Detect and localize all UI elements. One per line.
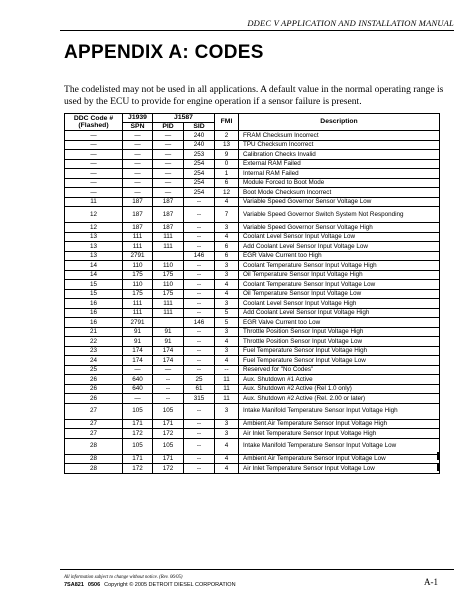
spn-cell: 105 [123, 438, 153, 454]
ddc-code-cell: 28 [65, 464, 123, 474]
table-row [65, 131, 440, 141]
description-cell: Calibration Checks Invalid [239, 150, 440, 160]
description-cell: Internal RAM Failed [239, 169, 440, 179]
pid-cell: 187 [153, 223, 184, 233]
fmi-cell: 3 [215, 327, 239, 337]
spn-cell: 187 [123, 197, 153, 207]
ddc-code-cell: 25 [65, 365, 123, 375]
pid-cell: 171 [153, 419, 184, 429]
description-cell: Aux. Shutdown #1 Active [239, 375, 440, 385]
description-cell: Throttle Position Sensor Input Voltage High [239, 327, 440, 337]
table-row [65, 261, 440, 271]
ddc-code-cell: 26 [65, 375, 123, 385]
sid-cell: -- [184, 365, 215, 375]
description-cell: Oil Temperature Sensor Input Voltage Low [239, 289, 440, 299]
spn-cell: — [123, 394, 153, 404]
table-row [65, 419, 440, 429]
table-row [65, 337, 440, 347]
table-row [65, 308, 440, 318]
ddc-code-cell: 13 [65, 242, 123, 252]
ddc-code-cell: 28 [65, 438, 123, 454]
footer-notice: All information subject to change without notice. (Rev. 06/05) [64, 575, 183, 580]
description-cell: Air Inlet Temperature Sensor Input Voltage Low [239, 464, 440, 474]
pid-cell: 175 [153, 289, 184, 299]
fmi-cell: 6 [215, 242, 239, 252]
fmi-cell: 4 [215, 280, 239, 290]
description-cell: EGR Valve Current too Low [239, 318, 440, 328]
description-cell: Coolant Level Sensor Input Voltage Low [239, 232, 440, 242]
sid-cell: 254 [184, 178, 215, 188]
ddc-code-cell: 14 [65, 261, 123, 271]
sid-cell: -- [184, 280, 215, 290]
sid-cell: -- [184, 438, 215, 454]
spn-cell: — [123, 150, 153, 160]
doc-date: 0506 [87, 582, 101, 588]
sid-cell: 240 [184, 140, 215, 150]
sid-cell: -- [184, 261, 215, 271]
spn-cell: — [123, 178, 153, 188]
sid-cell: -- [184, 464, 215, 474]
description-cell: Fuel Temperature Sensor Input Voltage High [239, 346, 440, 356]
ddc-code-cell: 13 [65, 232, 123, 242]
table-row [65, 169, 440, 179]
ddc-code-header-line1: DDC Code # [73, 114, 114, 122]
description-cell: TPU Checksum Incorrect [239, 140, 440, 150]
pid-cell: — [153, 169, 184, 179]
table-row [65, 232, 440, 242]
table-row [65, 223, 440, 233]
table-row [65, 318, 440, 328]
table-row [65, 327, 440, 337]
sid-cell: 146 [184, 251, 215, 261]
table-row [65, 356, 440, 366]
table-row [65, 178, 440, 188]
table-row [65, 159, 440, 169]
fmi-cell: 6 [215, 251, 239, 261]
pid-cell: 187 [153, 207, 184, 223]
sid-cell: -- [184, 197, 215, 207]
description-cell: Aux. Shutdown #2 Active (Rel 1.0 only) [239, 384, 440, 394]
pid-cell: 111 [153, 308, 184, 318]
spn-cell: 640 [123, 384, 153, 394]
pid-cell: 111 [153, 299, 184, 309]
page-number: A-1 [424, 577, 438, 587]
fmi-cell: 3 [215, 261, 239, 271]
spn-header: SPN [123, 122, 153, 131]
change-bar [437, 452, 440, 460]
description-cell: Air Inlet Temperature Sensor Input Voltage High [239, 429, 440, 439]
table-row [65, 454, 440, 464]
description-cell: Oil Temperature Sensor Input Voltage High [239, 270, 440, 280]
running-header: DDEC V APPLICATION AND INSTALLATION MANUAL [247, 18, 454, 28]
spn-cell: 187 [123, 223, 153, 233]
table-row [65, 403, 440, 419]
table-row [65, 365, 440, 375]
ddc-code-cell: — [65, 169, 123, 179]
sid-cell: -- [184, 242, 215, 252]
spn-cell: 105 [123, 403, 153, 419]
description-cell: Aux. Shutdown #2 Active (Rel. 2.00 or later) [239, 394, 440, 404]
fmi-cell: 4 [215, 289, 239, 299]
spn-cell: — [123, 169, 153, 179]
pid-cell: -- [153, 384, 184, 394]
ddc-code-cell: — [65, 159, 123, 169]
spn-cell: 174 [123, 346, 153, 356]
fmi-cell: 3 [215, 223, 239, 233]
copyright-text: Copyright © 2005 DETROIT DIESEL CORPORATION [104, 582, 236, 588]
pid-cell: 172 [153, 429, 184, 439]
ddc-code-cell: 12 [65, 207, 123, 223]
ddc-code-cell: — [65, 140, 123, 150]
ddc-code-cell: 21 [65, 327, 123, 337]
sid-cell: -- [184, 207, 215, 223]
pid-cell: 175 [153, 270, 184, 280]
fmi-cell: 3 [215, 270, 239, 280]
ddc-code-cell: 15 [65, 280, 123, 290]
pid-cell: 174 [153, 346, 184, 356]
ddc-code-cell: — [65, 131, 123, 141]
fmi-cell: 11 [215, 394, 239, 404]
pid-cell: 105 [153, 403, 184, 419]
description-cell: Module Forced to Boot Mode [239, 178, 440, 188]
ddc-code-header [65, 114, 123, 131]
table-row [65, 289, 440, 299]
j1587-header: J1587 [153, 114, 215, 123]
fmi-cell: 4 [215, 454, 239, 464]
ddc-code-cell: 16 [65, 308, 123, 318]
sid-cell: -- [184, 403, 215, 419]
pid-cell: — [153, 178, 184, 188]
table-row [65, 242, 440, 252]
fmi-cell: 4 [215, 197, 239, 207]
doc-number: 7SA821 [64, 582, 84, 588]
codes-table [64, 113, 440, 474]
spn-cell: — [123, 159, 153, 169]
description-cell: Reserved for "No Codes" [239, 365, 440, 375]
spn-cell: 111 [123, 299, 153, 309]
description-cell: Coolant Temperature Sensor Input Voltage High [239, 261, 440, 271]
table-row [65, 384, 440, 394]
j1939-header: J1939 [123, 114, 153, 123]
fmi-header: FMI [215, 114, 239, 131]
fmi-cell: 4 [215, 464, 239, 474]
ddc-code-cell: 28 [65, 454, 123, 464]
description-cell: External RAM Failed [239, 159, 440, 169]
intro-paragraph: The codelisted may not be used in all applications. A default value in the normal operating range is used by the ECU to provide for engine operation if a sensor failure is present. [64, 84, 444, 107]
ddc-code-cell: 13 [65, 251, 123, 261]
spn-cell: 175 [123, 270, 153, 280]
ddc-code-header-line2: (Flashed) [78, 122, 109, 129]
table-row [65, 251, 440, 261]
table-row [65, 280, 440, 290]
fmi-cell: 4 [215, 356, 239, 366]
pid-cell: — [153, 188, 184, 198]
pid-cell: — [153, 131, 184, 141]
description-cell: Throttle Position Sensor Input Voltage Low [239, 337, 440, 347]
table-row [65, 197, 440, 207]
fmi-cell: 12 [215, 188, 239, 198]
pid-cell: — [153, 150, 184, 160]
sid-cell: 254 [184, 169, 215, 179]
table-row [65, 299, 440, 309]
fmi-cell: 3 [215, 299, 239, 309]
spn-cell: 171 [123, 419, 153, 429]
table-row [65, 207, 440, 223]
fmi-cell: -- [215, 365, 239, 375]
codes-table-head [65, 114, 440, 131]
fmi-cell: 3 [215, 403, 239, 419]
sid-cell: 146 [184, 318, 215, 328]
table-row [65, 150, 440, 160]
ddc-code-cell: 27 [65, 429, 123, 439]
spn-cell: — [123, 365, 153, 375]
spn-cell: 172 [123, 464, 153, 474]
pid-cell: -- [153, 375, 184, 385]
spn-cell: 172 [123, 429, 153, 439]
spn-cell: — [123, 140, 153, 150]
codes-table-body [65, 131, 440, 474]
pid-cell: 111 [153, 242, 184, 252]
fmi-cell: 3 [215, 419, 239, 429]
pid-cell: 110 [153, 280, 184, 290]
sid-cell: -- [184, 356, 215, 366]
spn-cell: 2791 [123, 318, 153, 328]
description-cell: Variable Speed Governor Sensor Voltage High [239, 223, 440, 233]
description-cell: FRAM Checksum Incorrect [239, 131, 440, 141]
ddc-code-cell: — [65, 150, 123, 160]
ddc-code-cell: 14 [65, 270, 123, 280]
table-row [65, 140, 440, 150]
fmi-cell: 4 [215, 232, 239, 242]
description-cell: Intake Manifold Temperature Sensor Input Voltage High [239, 403, 440, 419]
spn-cell: 111 [123, 232, 153, 242]
ddc-code-cell: 24 [65, 356, 123, 366]
description-cell: Ambient Air Temperature Sensor Input Voltage High [239, 419, 440, 429]
ddc-code-cell: — [65, 188, 123, 198]
ddc-code-cell: 23 [65, 346, 123, 356]
sid-cell: 240 [184, 131, 215, 141]
fmi-cell: 1 [215, 169, 239, 179]
ddc-code-cell: 12 [65, 223, 123, 233]
sid-cell: 253 [184, 150, 215, 160]
ddc-code-cell: — [65, 178, 123, 188]
description-cell: Variable Speed Governor Sensor Voltage Low [239, 197, 440, 207]
fmi-cell: 5 [215, 318, 239, 328]
spn-cell: 175 [123, 289, 153, 299]
table-row [65, 438, 440, 454]
spn-cell: 187 [123, 207, 153, 223]
description-cell: Ambient Air Temperature Sensor Input Voltage Low [239, 454, 440, 464]
sid-cell: -- [184, 337, 215, 347]
table-row [65, 188, 440, 198]
ddc-code-cell: 26 [65, 394, 123, 404]
description-cell: Intake Manifold Temperature Sensor Input Voltage Low [239, 438, 440, 454]
ddc-code-cell: 16 [65, 299, 123, 309]
pid-cell: 172 [153, 464, 184, 474]
description-cell: Boot Mode Checksum Incorrect [239, 188, 440, 198]
sid-cell: -- [184, 308, 215, 318]
table-row [65, 270, 440, 280]
fmi-cell: 6 [215, 178, 239, 188]
sid-cell: -- [184, 232, 215, 242]
description-cell: Add Coolant Level Sensor Input Voltage High [239, 308, 440, 318]
pid-cell: 174 [153, 356, 184, 366]
sid-cell: -- [184, 223, 215, 233]
spn-cell: 91 [123, 327, 153, 337]
spn-cell: 111 [123, 308, 153, 318]
spn-cell: — [123, 188, 153, 198]
pid-cell: -- [153, 394, 184, 404]
fmi-cell: 3 [215, 429, 239, 439]
fmi-cell: 7 [215, 207, 239, 223]
sid-cell: -- [184, 429, 215, 439]
pid-cell: 171 [153, 454, 184, 464]
ddc-code-cell: 27 [65, 403, 123, 419]
spn-cell: 110 [123, 280, 153, 290]
spn-cell: 2791 [123, 251, 153, 261]
sid-cell: 61 [184, 384, 215, 394]
fmi-cell: 4 [215, 337, 239, 347]
pid-cell: 105 [153, 438, 184, 454]
ddc-code-cell: 27 [65, 419, 123, 429]
fmi-cell: 3 [215, 346, 239, 356]
description-cell: Variable Speed Governor Switch System Not Responding [239, 207, 440, 223]
pid-header: PID [153, 122, 184, 131]
fmi-cell: 11 [215, 384, 239, 394]
sid-cell: 254 [184, 188, 215, 198]
spn-cell: 111 [123, 242, 153, 252]
sid-cell: -- [184, 454, 215, 464]
footer-copyright-line [64, 582, 236, 588]
fmi-cell: 13 [215, 140, 239, 150]
pid-cell: 110 [153, 261, 184, 271]
sid-cell: -- [184, 299, 215, 309]
ddc-code-cell: 11 [65, 197, 123, 207]
description-cell: Fuel Temperature Sensor Input Voltage Low [239, 356, 440, 366]
sid-cell: -- [184, 327, 215, 337]
fmi-cell: 2 [215, 131, 239, 141]
sid-cell: 254 [184, 159, 215, 169]
table-row [65, 375, 440, 385]
pid-cell: — [153, 159, 184, 169]
ddc-code-cell: 15 [65, 289, 123, 299]
description-cell: Coolant Temperature Sensor Input Voltage Low [239, 280, 440, 290]
pid-cell: 187 [153, 197, 184, 207]
sid-cell: -- [184, 419, 215, 429]
fmi-cell: 4 [215, 438, 239, 454]
pid-cell: 91 [153, 327, 184, 337]
sid-cell: -- [184, 346, 215, 356]
sid-header: SID [184, 122, 215, 131]
fmi-cell: 0 [215, 159, 239, 169]
spn-cell: 174 [123, 356, 153, 366]
description-header: Description [239, 114, 440, 131]
change-bar [437, 463, 440, 471]
table-row [65, 464, 440, 474]
pid-cell: 91 [153, 337, 184, 347]
pid-cell: — [153, 140, 184, 150]
ddc-code-cell: 16 [65, 318, 123, 328]
fmi-cell: 11 [215, 375, 239, 385]
spn-cell: — [123, 131, 153, 141]
sid-cell: 25 [184, 375, 215, 385]
spn-cell: 171 [123, 454, 153, 464]
pid-cell [153, 251, 184, 261]
table-row [65, 429, 440, 439]
pid-cell: — [153, 365, 184, 375]
sid-cell: -- [184, 270, 215, 280]
sid-cell: 315 [184, 394, 215, 404]
header-rule [60, 30, 454, 31]
ddc-code-cell: 26 [65, 384, 123, 394]
fmi-cell: 5 [215, 308, 239, 318]
description-cell: Add Coolant Level Sensor Input Voltage Low [239, 242, 440, 252]
table-row [65, 394, 440, 404]
ddc-code-cell: 22 [65, 337, 123, 347]
footer-rule [60, 569, 454, 570]
page-title: APPENDIX A: CODES [64, 42, 264, 63]
table-row [65, 346, 440, 356]
spn-cell: 91 [123, 337, 153, 347]
description-cell: Coolant Level Sensor Input Voltage High [239, 299, 440, 309]
fmi-cell: 9 [215, 150, 239, 160]
sid-cell: -- [184, 289, 215, 299]
pid-cell [153, 318, 184, 328]
description-cell: EGR Valve Current too High [239, 251, 440, 261]
pid-cell: 111 [153, 232, 184, 242]
spn-cell: 110 [123, 261, 153, 271]
spn-cell: 640 [123, 375, 153, 385]
